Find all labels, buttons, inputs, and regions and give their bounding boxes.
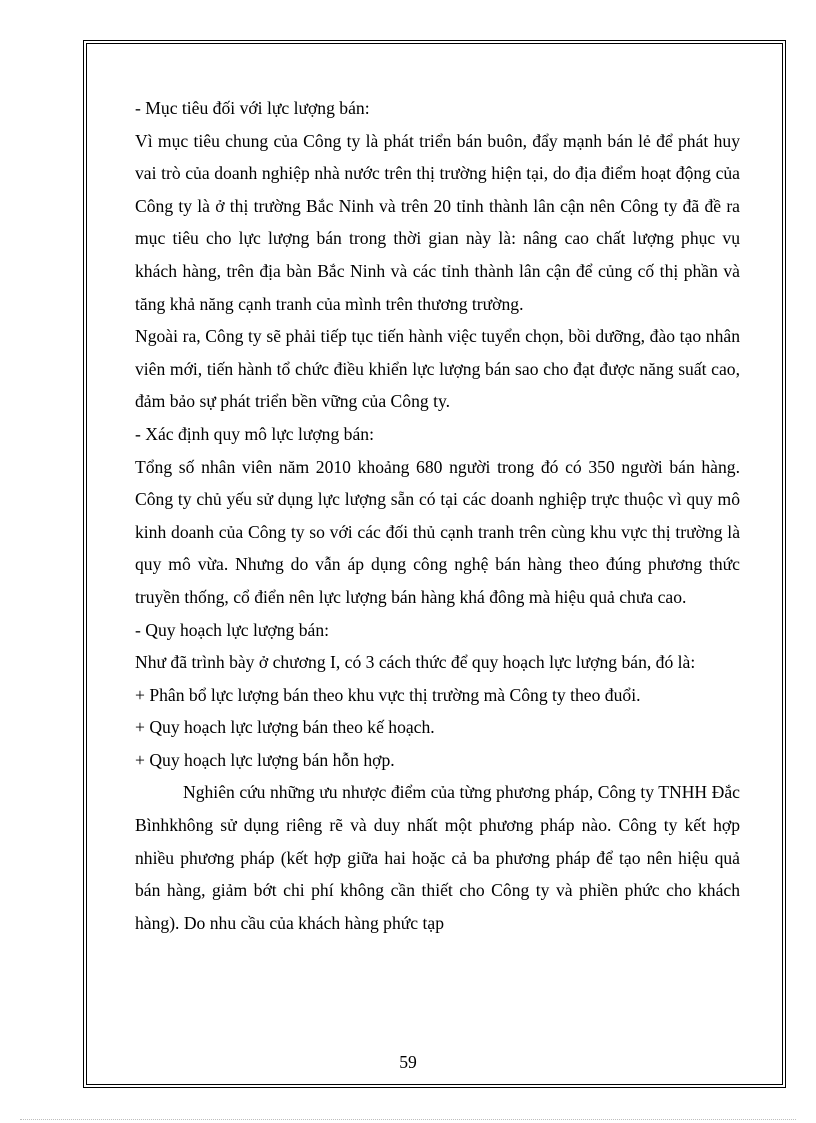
heading-sales-force-planning: - Quy hoạch lực lượng bán: [135,619,330,640]
page-number: 59 [399,1052,417,1072]
heading-sales-force-size: - Xác định quy mô lực lượng bán: [135,423,374,444]
list-item-mixed-allocation: + Quy hoạch lực lượng bán hỗn hợp. [135,749,395,770]
heading-sales-force-objectives: - Mục tiêu đối với lực lượng bán: [135,98,370,118]
paragraph-method-analysis: Nghiên cứu những ưu nhược điểm của từng phương pháp, Công ty TNHH Đắc Bìnhkhông sử dụng riêng rẽ và duy nhất một phương pháp nào. Công ty kết hợp nhiều phương pháp (kết hợp giữa hai hoặc cả ba phương pháp để tạo nên hiệu quả bán hàng, giảm bớt chi phí không cần thiết cho Công ty và phiền phức cho khách hàng). Do nhu cầu của khách hàng phức tạp [135,782,740,933]
page-bottom-divider [20,1119,796,1120]
paragraph-staff-count: Tổng số nhân viên năm 2010 khoảng 680 người trong đó có 350 người bán hàng. Công ty chủ yếu sử dụng lực lượng sẵn có tại các doanh nghiệp trực thuộc vì quy mô kinh doanh của Công ty so với các đối thủ cạnh tranh trên cùng khu vực thị trường là quy mô vừa. Nhưng do vẫn áp dụng công nghệ bán hàng theo đúng phương thức truyền thống, cổ điển nên lực lượng bán hàng khá đông mà hiệu quả chưa cao. [135,456,740,607]
paragraph-training: Ngoài ra, Công ty sẽ phải tiếp tục tiến hành việc tuyển chọn, bồi dưỡng, đào tạo nhân viên mới, tiến hành tổ chức điều khiển lực lượng bán sao cho đạt được năng suất cao, đảm bảo sự phát triển bền vững của Công ty. [135,326,740,412]
paragraph-objectives: Vì mục tiêu chung của Công ty là phát triển bán buôn, đẩy mạnh bán lẻ để phát huy vai trò của doanh nghiệp nhà nước trên thị trường hiện tại, do địa điểm hoạt động của Công ty là ở thị trường Bắc Ninh và trên 20 tỉnh thành lân cận nên Công ty đã đề ra mục tiêu cho lực lượng bán trong thời gian này là: nâng cao chất lượng phục vụ khách hàng, trên địa bàn Bắc Ninh và các tỉnh thành lân cận để củng cố thị phần và tăng khả năng cạnh tranh của mình trên thương trường. [135,130,740,314]
list-item-plan-allocation: + Quy hoạch lực lượng bán theo kế hoạch. [135,717,435,738]
list-item-market-allocation: + Phân bổ lực lượng bán theo khu vực thị trường mà Công ty theo đuổi. [135,684,641,705]
paragraph-planning-methods: Như đã trình bày ở chương I, có 3 cách thức để quy hoạch lực lượng bán, đó là: [135,652,696,673]
body-text [135,92,740,939]
